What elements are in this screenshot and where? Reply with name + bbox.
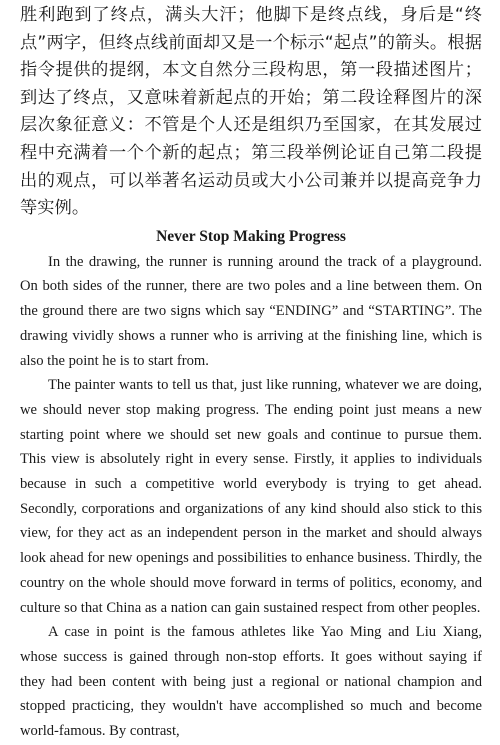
essay-paragraph-3: A case in point is the famous athletes like Yao Ming and Liu Xiang, whose success is gained through non-stop efforts. It goes without saying if they had been content with being just a regional or national champion and stopped practicing, they wouldn't have accomplished so much and become world-famous. By contrast, xyxy=(20,624,482,740)
document-page xyxy=(20,2,482,744)
essay-paragraph-2: The painter wants to tell us that, just like running, whatever we are doing, we should never stop making progress. The ending point just means a new starting point where we should set new goals and continue to pursue them. This view is absolutely right in every sense. Firstly, it applies to individuals because in such a competitive world everybody is trying to get ahead. Secondly, corporations and organizations of any kind should also stick to this view, for they act as an independent person in the market and should always look ahead for new openings and possibilities to enhance business. Thirdly, the country on the whole should move forward in terms of politics, economy, and culture so that China as a nation can gain sustained respect from other peoples. xyxy=(20,377,482,616)
chinese-analysis-paragraph: 胜利跑到了终点，满头大汗；他脚下是终点线，身后是“终点”两字，但终点线前面却又是一个标示“起点”的箭头。根据指令提供的提纲，本文自然分三段构思，第一段描述图片；到达了终点，又意味着新起点的开始；第二段诠释图片的深层次象征意义：不管是个人还是组织乃至国家，在其发展过程中充满着一个个新的起点；第三段举例论证自己第二段提出的观点，可以举著名运动员或大小公司兼并以提高竞争力等实例。 xyxy=(20,5,482,219)
essay-title: Never Stop Making Progress xyxy=(156,227,346,245)
essay-paragraph-1: In the drawing, the runner is running around the track of a playground. On both sides of the runner, there are two poles and a line between them. On the ground there are two signs which say “ENDING” and “STARTING”. The drawing vividly shows a runner who is arriving at the finishing line, which is also the point he is to start from. xyxy=(20,253,482,369)
